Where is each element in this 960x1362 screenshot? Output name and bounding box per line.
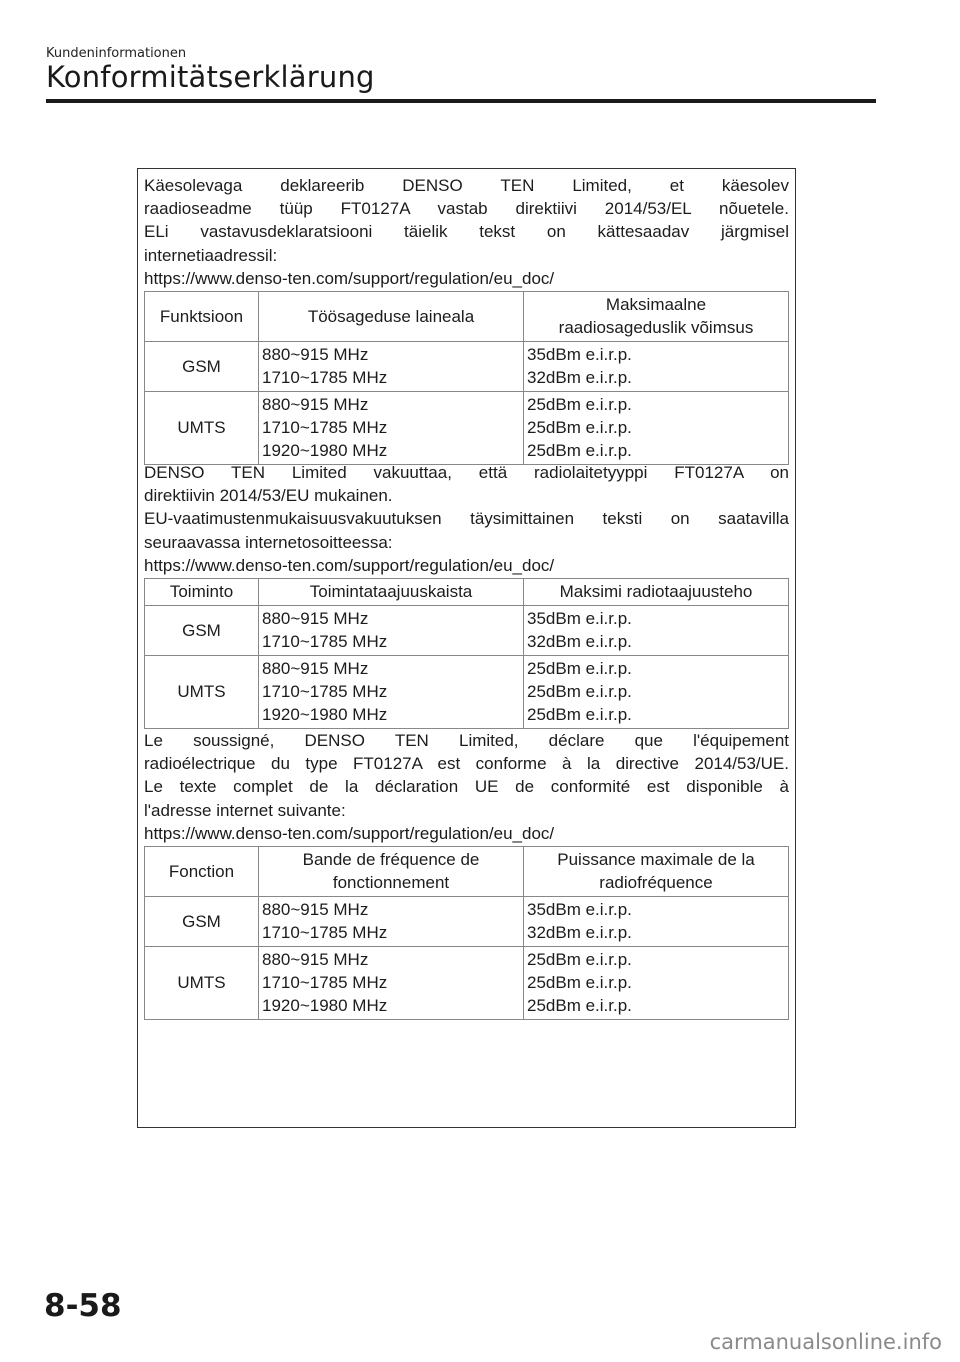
declaration-line: direktiivin 2014/53/EU mukainen.: [144, 486, 393, 506]
power-value: 35dBm e.i.r.p.: [527, 609, 632, 629]
frequency-value: 880~915 MHz: [262, 950, 369, 970]
frequency-value: 1920~1980 MHz: [262, 996, 388, 1016]
power-value: 32dBm e.i.r.p.: [527, 368, 632, 388]
table-header-cell: [145, 292, 259, 342]
declaration-text: [144, 729, 789, 822]
page-title: Konformitätserklärung: [46, 60, 375, 94]
table-header-row: [145, 579, 789, 606]
power-value: 32dBm e.i.r.p.: [527, 632, 632, 652]
table-header-cell: [524, 579, 789, 606]
frequency-cell: [259, 342, 524, 392]
power-value: 25dBm e.i.r.p.: [527, 950, 632, 970]
table-header-cell: [145, 579, 259, 606]
power-value: 25dBm e.i.r.p.: [527, 395, 632, 415]
frequency-value: 880~915 MHz: [262, 900, 369, 920]
power-value: 25dBm e.i.r.p.: [527, 973, 632, 993]
declaration-url-link[interactable]: https://www.denso-ten.com/support/regulation/eu_doc/: [144, 555, 555, 575]
function-name-cell: GSM: [145, 342, 259, 392]
frequency-cell: [259, 947, 524, 1020]
header-text: radiofréquence: [599, 873, 713, 893]
declaration-block-finnish: [144, 461, 789, 729]
declaration-line: DENSO TEN Limited vakuuttaa, että radiolaitetyyppi FT0127A on: [144, 463, 789, 482]
header-text: Maksimi radiotaajuusteho: [559, 582, 753, 602]
header-text: Puissance maximale de la: [557, 850, 755, 870]
declaration-line: Le soussigné, DENSO TEN Limited, déclare que l'équipement: [144, 731, 789, 750]
declaration-text: [144, 174, 789, 267]
table-row: [145, 342, 789, 392]
frequency-table: [144, 578, 789, 729]
frequency-value: 1710~1785 MHz: [262, 418, 388, 438]
power-cell: [524, 656, 789, 729]
header-text: Fonction: [168, 861, 235, 881]
table-header-cell: [259, 579, 524, 606]
power-value: 35dBm e.i.r.p.: [527, 900, 632, 920]
table-row: [145, 392, 789, 465]
function-name-cell: UMTS: [145, 947, 259, 1020]
table-row: [145, 656, 789, 729]
header-text: Funktsioon: [159, 306, 244, 326]
declaration-line: Käesolevaga deklareerib DENSO TEN Limited, et käesolev: [144, 176, 789, 195]
frequency-value: 1710~1785 MHz: [262, 973, 388, 993]
declaration-line: EU-vaatimustenmukaisuusvakuutuksen täysimittainen teksti on saatavilla: [144, 509, 789, 529]
table-header-row: [145, 847, 789, 897]
page-number: 8-58: [44, 1288, 122, 1324]
frequency-cell: [259, 606, 524, 656]
section-label: Kundeninformationen: [46, 46, 187, 61]
power-cell: [524, 897, 789, 947]
frequency-value: 1920~1980 MHz: [262, 441, 388, 461]
header-text: Toimintataajuuskaista: [309, 582, 473, 602]
header-text: raadiosageduslik võimsus: [558, 318, 754, 338]
function-name-cell: GSM: [145, 897, 259, 947]
title-rule: [46, 99, 876, 103]
frequency-value: 880~915 MHz: [262, 395, 369, 415]
frequency-value: 1920~1980 MHz: [262, 705, 388, 725]
power-cell: [524, 392, 789, 465]
declaration-line: radioélectrique du type FT0127A est conforme à la directive 2014/53/UE.: [144, 754, 789, 774]
declaration-text: [144, 461, 789, 554]
table-header-cell: [524, 847, 789, 897]
declaration-url-link[interactable]: https://www.denso-ten.com/support/regulation/eu_doc/: [144, 823, 555, 843]
power-cell: [524, 606, 789, 656]
power-cell: [524, 947, 789, 1020]
power-value: 25dBm e.i.r.p.: [527, 705, 632, 725]
frequency-cell: [259, 656, 524, 729]
declaration-line: seuraavassa internetosoitteessa:: [144, 532, 393, 552]
frequency-value: 1710~1785 MHz: [262, 368, 388, 388]
header-text: Bande de fréquence de: [302, 850, 480, 870]
function-name-cell: UMTS: [145, 392, 259, 465]
function-name-cell: GSM: [145, 606, 259, 656]
power-value: 25dBm e.i.r.p.: [527, 682, 632, 702]
power-value: 25dBm e.i.r.p.: [527, 996, 632, 1016]
declaration-block-estonian: [144, 174, 789, 465]
frequency-cell: [259, 392, 524, 465]
function-name-cell: UMTS: [145, 656, 259, 729]
power-cell: [524, 342, 789, 392]
header-text: Maksimaalne: [605, 295, 707, 315]
frequency-table: [144, 291, 789, 465]
power-value: 32dBm e.i.r.p.: [527, 923, 632, 943]
table-header-cell: [524, 292, 789, 342]
frequency-value: 1710~1785 MHz: [262, 923, 388, 943]
frequency-value: 880~915 MHz: [262, 659, 369, 679]
frequency-value: 880~915 MHz: [262, 609, 369, 629]
declaration-block-french: [144, 729, 789, 1020]
watermark-link[interactable]: carmanualsonline.info: [709, 1330, 942, 1354]
frequency-table: [144, 846, 789, 1020]
power-value: 35dBm e.i.r.p.: [527, 345, 632, 365]
table-header-cell: [259, 292, 524, 342]
declaration-line: ELi vastavusdeklaratsiooni täielik tekst on kättesaadav järgmisel: [144, 222, 789, 242]
power-value: 25dBm e.i.r.p.: [527, 441, 632, 461]
table-row: [145, 606, 789, 656]
header-text: Toiminto: [169, 582, 234, 602]
frequency-value: 1710~1785 MHz: [262, 682, 388, 702]
table-header-cell: [259, 847, 524, 897]
declaration-url-link[interactable]: https://www.denso-ten.com/support/regulation/eu_doc/: [144, 268, 555, 288]
power-value: 25dBm e.i.r.p.: [527, 418, 632, 438]
header-text: fonctionnement: [332, 873, 450, 893]
frequency-value: 880~915 MHz: [262, 345, 369, 365]
declaration-box: [137, 168, 796, 1128]
frequency-value: 1710~1785 MHz: [262, 632, 388, 652]
table-header-row: [145, 292, 789, 342]
frequency-cell: [259, 897, 524, 947]
table-row: [145, 897, 789, 947]
header-text: Töösageduse laineala: [307, 306, 475, 326]
table-header-cell: [145, 847, 259, 897]
table-row: [145, 947, 789, 1020]
declaration-line: l'adresse internet suivante:: [144, 800, 346, 820]
power-value: 25dBm e.i.r.p.: [527, 659, 632, 679]
declaration-line: internetiaadressil:: [144, 245, 278, 265]
declaration-line: Le texte complet de la déclaration UE de conformité est disponible à: [144, 777, 789, 797]
declaration-line: raadioseadme tüüp FT0127A vastab direktiivi 2014/53/EL nõuetele.: [144, 199, 789, 219]
